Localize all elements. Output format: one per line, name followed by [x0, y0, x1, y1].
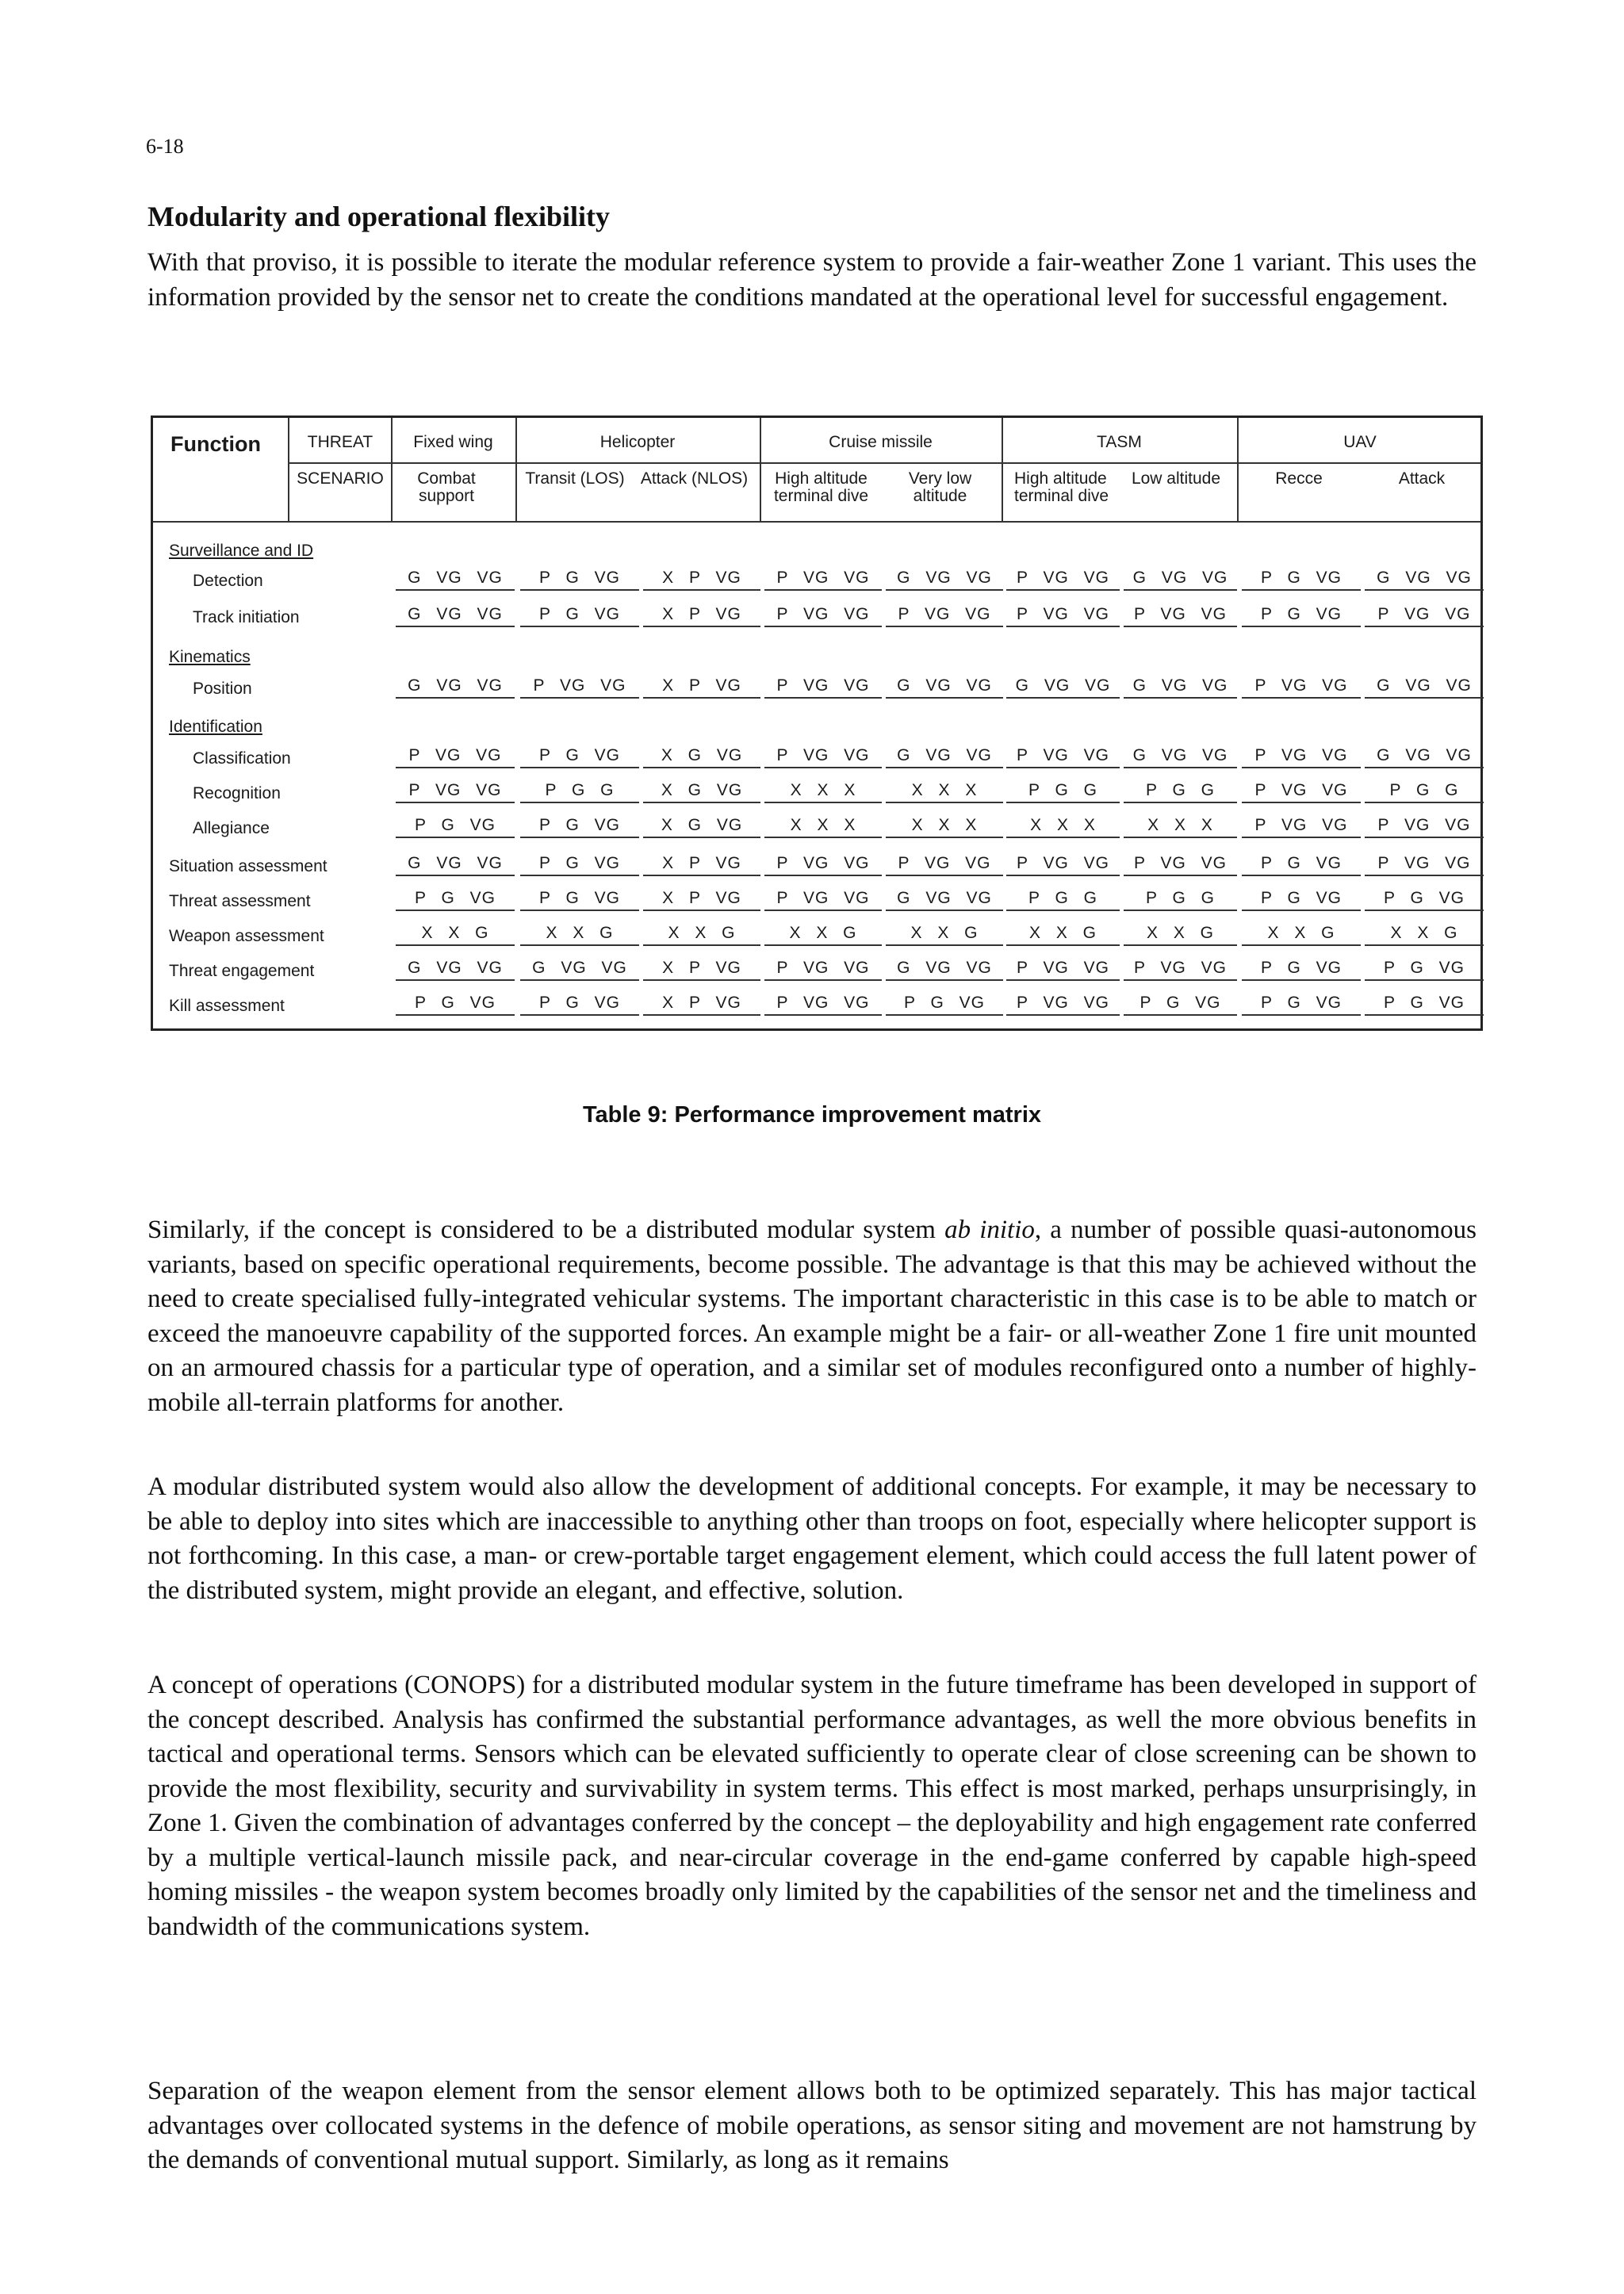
matrix-cell: P G VG	[1365, 994, 1484, 1016]
paragraph-conops: A concept of operations (CONOPS) for a distributed modular system in the future timeframe has been developed in support of the concept described. Analysis has confirmed the substantial performance advantages, as well the more obvious benefits in tactical and operational terms. Sensors which can be elevated sufficiently to operate clear of close screening can be shown to provide the most flexibility, security and survivability in system terms. This effect is most marked, perhaps unsurprisingly, in Zone 1. Given the combination of advantages conferred by the concept – the deployability and high engagement rate conferred by a multiple vertical-launch missile pack, and near-circular coverage in the end-game conferred by capable high-speed homing missiles - the weapon system becomes broadly only limited by the capabilities of the sensor net and the timeliness and bandwidth of the communications system.	[147, 1671, 1477, 1941]
row-label: Situation assessment	[169, 857, 327, 875]
matrix-cell: P VG VG	[1242, 746, 1361, 768]
scenario-high-altitude-dive-cm: High altitude terminal dive	[773, 469, 869, 505]
matrix-cell: P G VG	[520, 746, 639, 768]
scenario-transit: Transit (LOS)	[525, 469, 625, 488]
matrix-cell: X X X	[886, 781, 1003, 803]
matrix-cell: P G G	[1124, 781, 1237, 803]
matrix-cell: X P VG	[643, 854, 760, 876]
matrix-cell: P VG VG	[1124, 854, 1237, 876]
row-label: Recognition	[193, 784, 281, 802]
matrix-cell: P VG VG	[1006, 569, 1120, 591]
matrix-cell: X G VG	[643, 746, 760, 768]
matrix-cell: X X G	[886, 924, 1003, 946]
paragraph-distributed-system	[147, 1213, 1477, 1420]
row-label: Allegiance	[193, 819, 270, 837]
page-number: 6-18	[146, 135, 184, 158]
matrix-cell: P G VG	[520, 605, 639, 627]
matrix-cell: G VG VG	[396, 959, 515, 981]
matrix-cell: X P VG	[643, 889, 760, 911]
matrix-cell: P G VG	[520, 816, 639, 838]
matrix-cell: P G VG	[1124, 994, 1237, 1016]
matrix-cell: P G G	[1006, 889, 1120, 911]
matrix-cell: G VG VG	[1124, 746, 1237, 768]
scenario-header: SCENARIO	[297, 469, 384, 488]
matrix-cell: X X G	[643, 924, 760, 946]
paragraph-additional-concepts: A modular distributed system would also allow the development of additional concepts. For example, it may be necessary to be able to deploy into sites which are inaccessible to anything other than troops on foot, especially where helicopter support is not forthcoming. In this case, a man- or crew-portable target engagement element, which could access the full latent power of the distributed system, might provide an elegant, and effective, solution.	[147, 1473, 1477, 1605]
row-label: Detection	[193, 572, 263, 590]
matrix-cell: G VG VG	[396, 569, 515, 591]
paragraph-separation: Separation of the weapon element from the sensor element allows both to be optimized separately. This has major tactical advantages over collocated systems in the defence of mobile operations, as sensor siting and movement are not hamstrung by the demands of conventional mutual support. Similarly, as long as it remains	[147, 2077, 1477, 2174]
matrix-cell: G VG VG	[1124, 569, 1237, 591]
matrix-cell: P G VG	[1242, 569, 1361, 591]
matrix-cell: P VG VG	[396, 746, 515, 768]
matrix-cell: X X G	[1242, 924, 1361, 946]
matrix-cell: P G VG	[1242, 889, 1361, 911]
matrix-cell: P G VG	[520, 854, 639, 876]
matrix-cell: G VG VG	[1365, 746, 1484, 768]
threat-uav: UAV	[1343, 433, 1377, 451]
matrix-cell: P G G	[1124, 889, 1237, 911]
category-identification: Identification	[169, 718, 262, 736]
matrix-cell: P VG VG	[396, 781, 515, 803]
matrix-cell: P VG VG	[1365, 854, 1484, 876]
matrix-cell: P VG VG	[886, 854, 1003, 876]
matrix-cell: X P VG	[643, 676, 760, 699]
matrix-cell: G VG VG	[520, 959, 639, 981]
matrix-cell: P VG VG	[886, 605, 1003, 627]
performance-matrix-table	[151, 416, 1483, 1031]
matrix-cell: G VG VG	[886, 959, 1003, 981]
matrix-cell: P VG VG	[1006, 605, 1120, 627]
matrix-cell: X X G	[1124, 924, 1237, 946]
matrix-cell: P VG VG	[764, 994, 882, 1016]
category-surveillance: Surveillance and ID	[169, 542, 314, 560]
matrix-cell: P VG VG	[764, 605, 882, 627]
matrix-cell: P G VG	[520, 994, 639, 1016]
matrix-cell: P VG VG	[1006, 959, 1120, 981]
matrix-cell: P G VG	[1365, 959, 1484, 981]
row-label: Threat engagement	[169, 962, 315, 980]
scenario-high-altitude-dive-tasm: High altitude terminal dive	[1014, 469, 1109, 505]
row-label: Kill assessment	[169, 997, 285, 1015]
matrix-cell: G VG VG	[886, 746, 1003, 768]
matrix-cell: X P VG	[643, 959, 760, 981]
matrix-cell: P VG VG	[764, 676, 882, 699]
matrix-cell: X P VG	[643, 994, 760, 1016]
row-label: Track initiation	[193, 608, 300, 626]
matrix-cell: X X G	[520, 924, 639, 946]
matrix-cell: P VG VG	[764, 854, 882, 876]
category-kinematics: Kinematics	[169, 648, 251, 666]
matrix-cell: X X X	[886, 816, 1003, 838]
matrix-cell: X G VG	[643, 781, 760, 803]
matrix-cell: P VG VG	[1006, 994, 1120, 1016]
threat-fixed-wing: Fixed wing	[413, 433, 493, 451]
p2-text-after: , a number of possible quasi-autonomous variants, based on specific operational requirements, become possible. The advantage is that this may be achieved without the need to create specialised fully-integrated vehicular systems. The important characteristic in this case is to be able to match or exceed the manoeuvre capability of the supported forces. An example might be a fair- or all-weather Zone 1 fire unit mounted on an armoured chassis for a particular type of operation, and a similar set of modules reconfigured onto a number of highly-mobile all-terrain platforms for another.	[147, 1216, 1477, 1417]
matrix-cell: G VG VG	[1124, 676, 1237, 699]
matrix-cell: X X G	[1365, 924, 1484, 946]
matrix-cell: P VG VG	[520, 676, 639, 699]
matrix-cell: X X G	[396, 924, 515, 946]
threat-helicopter: Helicopter	[599, 433, 676, 451]
scenario-combat-support: Combat support	[417, 469, 476, 505]
matrix-cell: P G VG	[396, 994, 515, 1016]
matrix-cell: G VG VG	[886, 569, 1003, 591]
matrix-cell: P VG VG	[1242, 676, 1361, 699]
matrix-cell: P G VG	[1242, 854, 1361, 876]
matrix-cell: X P VG	[643, 605, 760, 627]
p2-italic-term: ab initio	[944, 1216, 1035, 1244]
matrix-cell: P G VG	[1365, 889, 1484, 911]
matrix-cell: P G G	[1365, 781, 1484, 803]
threat-tasm: TASM	[1097, 433, 1142, 451]
matrix-cell: P VG VG	[764, 959, 882, 981]
matrix-cell: P G VG	[886, 994, 1003, 1016]
matrix-cell: X P VG	[643, 569, 760, 591]
matrix-cell: P G G	[520, 781, 639, 803]
matrix-cell: G VG VG	[1365, 676, 1484, 699]
matrix-cell: X X X	[1006, 816, 1120, 838]
intro-paragraph: With that proviso, it is possible to iterate the modular reference system to provide a fair-weather Zone 1 variant. This uses the information provided by the sensor net to create the conditions mandated at the operational level for successful engagement.	[147, 248, 1477, 312]
p2-text-before: Similarly, if the concept is considered to be a distributed modular system	[147, 1216, 945, 1244]
matrix-cell: P VG VG	[1242, 816, 1361, 838]
matrix-cell: P VG VG	[1006, 746, 1120, 768]
matrix-cell: X X X	[764, 816, 882, 838]
matrix-cell: P VG VG	[1124, 959, 1237, 981]
matrix-cell: P G VG	[1242, 605, 1361, 627]
matrix-cell: P VG VG	[1124, 605, 1237, 627]
matrix-cell: P VG VG	[764, 889, 882, 911]
scenario-recce: Recce	[1275, 469, 1323, 488]
matrix-cell: P G VG	[1242, 959, 1361, 981]
matrix-cell: P VG VG	[764, 746, 882, 768]
matrix-cell: G VG VG	[1006, 676, 1120, 699]
row-label: Weapon assessment	[169, 927, 324, 945]
scenario-very-low-altitude: Very low altitude	[908, 469, 972, 505]
row-label: Threat assessment	[169, 892, 311, 910]
matrix-cell: G VG VG	[396, 605, 515, 627]
matrix-cell: G VG VG	[396, 676, 515, 699]
matrix-cell: P G G	[1006, 781, 1120, 803]
matrix-cell: X X X	[1124, 816, 1237, 838]
matrix-cell: P G VG	[396, 889, 515, 911]
matrix-cell: G VG VG	[1365, 569, 1484, 591]
matrix-cell: X G VG	[643, 816, 760, 838]
threat-cruise-missile: Cruise missile	[829, 433, 933, 451]
matrix-cell: G VG VG	[886, 889, 1003, 911]
matrix-cell: P VG VG	[764, 569, 882, 591]
scenario-low-altitude: Low altitude	[1131, 469, 1221, 488]
matrix-cell: P G VG	[1242, 994, 1361, 1016]
matrix-cell: P VG VG	[1365, 816, 1484, 838]
matrix-cell: P G VG	[396, 816, 515, 838]
matrix-cell: G VG VG	[886, 676, 1003, 699]
threat-header: THREAT	[307, 433, 373, 451]
matrix-cell: P G VG	[520, 889, 639, 911]
row-label: Classification	[193, 749, 291, 768]
matrix-cell: P VG VG	[1365, 605, 1484, 627]
matrix-cell: X X G	[764, 924, 882, 946]
section-heading: Modularity and operational flexibility	[147, 201, 611, 232]
matrix-cell: P VG VG	[1006, 854, 1120, 876]
function-header: Function	[170, 432, 261, 456]
scenario-attack-uav: Attack	[1398, 469, 1446, 488]
matrix-cell: G VG VG	[396, 854, 515, 876]
matrix-cell: P VG VG	[1242, 781, 1361, 803]
scenario-attack-nlos: Attack (NLOS)	[640, 469, 749, 488]
matrix-cell: X X X	[764, 781, 882, 803]
row-label: Position	[193, 680, 252, 698]
matrix-cell: P G VG	[520, 569, 639, 591]
table-caption: Table 9: Performance improvement matrix	[582, 1102, 1042, 1128]
matrix-cell: X X G	[1006, 924, 1120, 946]
